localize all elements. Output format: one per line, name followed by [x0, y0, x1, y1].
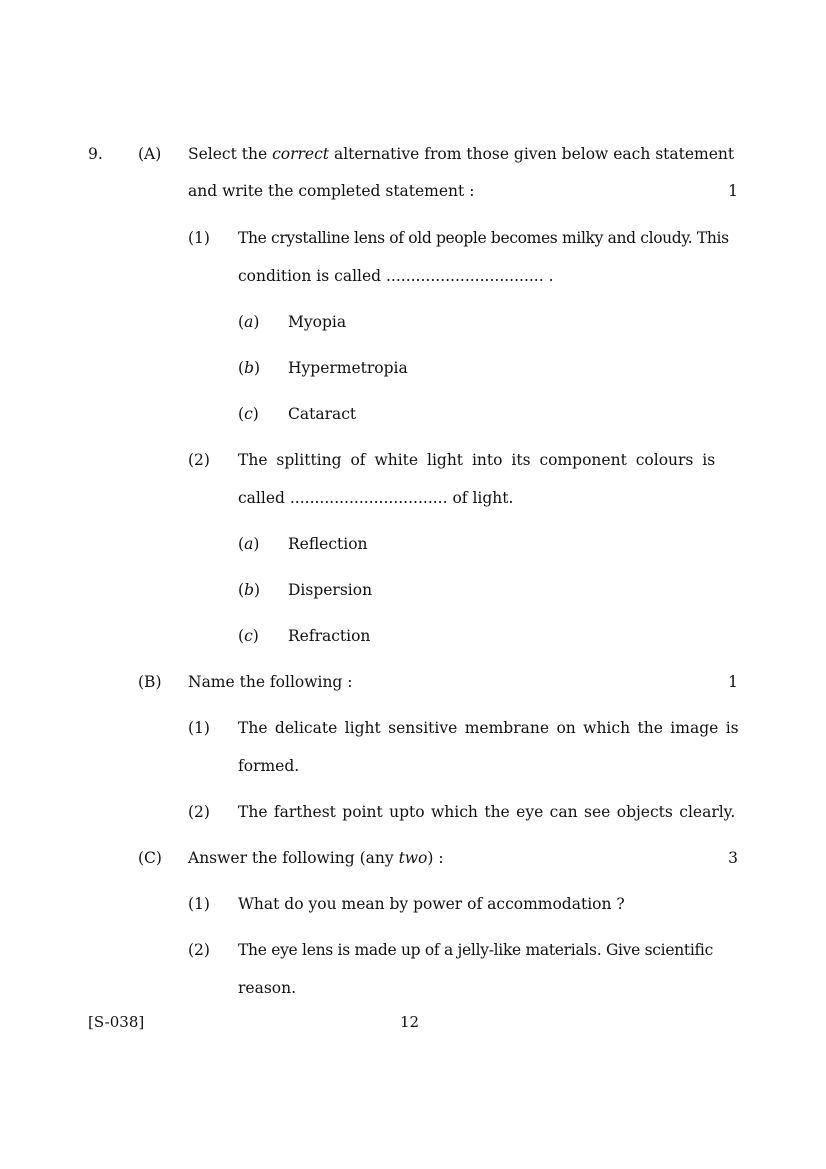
item-text-line1: The farthest point upto which the eye can see objects clearly. [238, 803, 736, 821]
emphasis-correct: correct [272, 145, 330, 163]
option-key: (c) [238, 627, 259, 645]
item-text-line2: condition is called ................................ . [238, 267, 554, 285]
part-b-marks: 1 [728, 673, 738, 691]
option-key: (b) [238, 359, 261, 377]
item-text-line2: reason. [238, 979, 297, 997]
part-b-label: (B) [138, 673, 162, 691]
item-number: (2) [188, 941, 210, 959]
item-text-line1: The splitting of white light into its component colours is [238, 451, 716, 469]
option-key: (a) [238, 313, 260, 331]
instruction-text: Select the correct alternative from those given below each statement [188, 145, 735, 163]
part-a-instruction-line1 [188, 144, 738, 164]
item-number: (1) [188, 229, 210, 247]
option-text: Hypermetropia [288, 359, 408, 377]
emphasis-two: two [398, 849, 428, 867]
item-number: (1) [188, 719, 210, 737]
item-number: (1) [188, 895, 210, 913]
part-c-marks: 3 [728, 849, 738, 867]
item-text-line1: What do you mean by power of accommodation ? [238, 895, 625, 913]
option-key: (c) [238, 405, 259, 423]
option-text: Myopia [288, 313, 347, 331]
part-c-label: (C) [138, 849, 162, 867]
part-a-marks: 1 [728, 182, 738, 200]
part-a-label: (A) [138, 145, 162, 163]
item-number: (2) [188, 803, 210, 821]
item-text-line1: The eye lens is made up of a jelly-like materials. Give scientific [238, 941, 713, 959]
option-key: (b) [238, 581, 261, 599]
item-text-line2: called ................................ of light. [238, 489, 514, 507]
page-number: 12 [400, 1013, 420, 1031]
option-text: Dispersion [288, 581, 373, 599]
part-a-instruction-line2: and write the completed statement : [188, 182, 475, 200]
option-text: Cataract [288, 405, 357, 423]
paper-code: [S-038] [88, 1013, 145, 1031]
item-text-line1: The delicate light sensitive membrane on which the image is [238, 719, 739, 737]
option-text: Refraction [288, 627, 371, 645]
part-b-instruction: Name the following : [188, 673, 353, 691]
question-number: 9. [88, 145, 103, 163]
option-key: (a) [238, 535, 260, 553]
item-number: (2) [188, 451, 210, 469]
part-c-instruction: Answer the following (any two) : [188, 849, 444, 867]
item-text-line1: The crystalline lens of old people becomes milky and cloudy. This [238, 229, 729, 247]
option-text: Reflection [288, 535, 368, 553]
item-text-line2: formed. [238, 757, 300, 775]
